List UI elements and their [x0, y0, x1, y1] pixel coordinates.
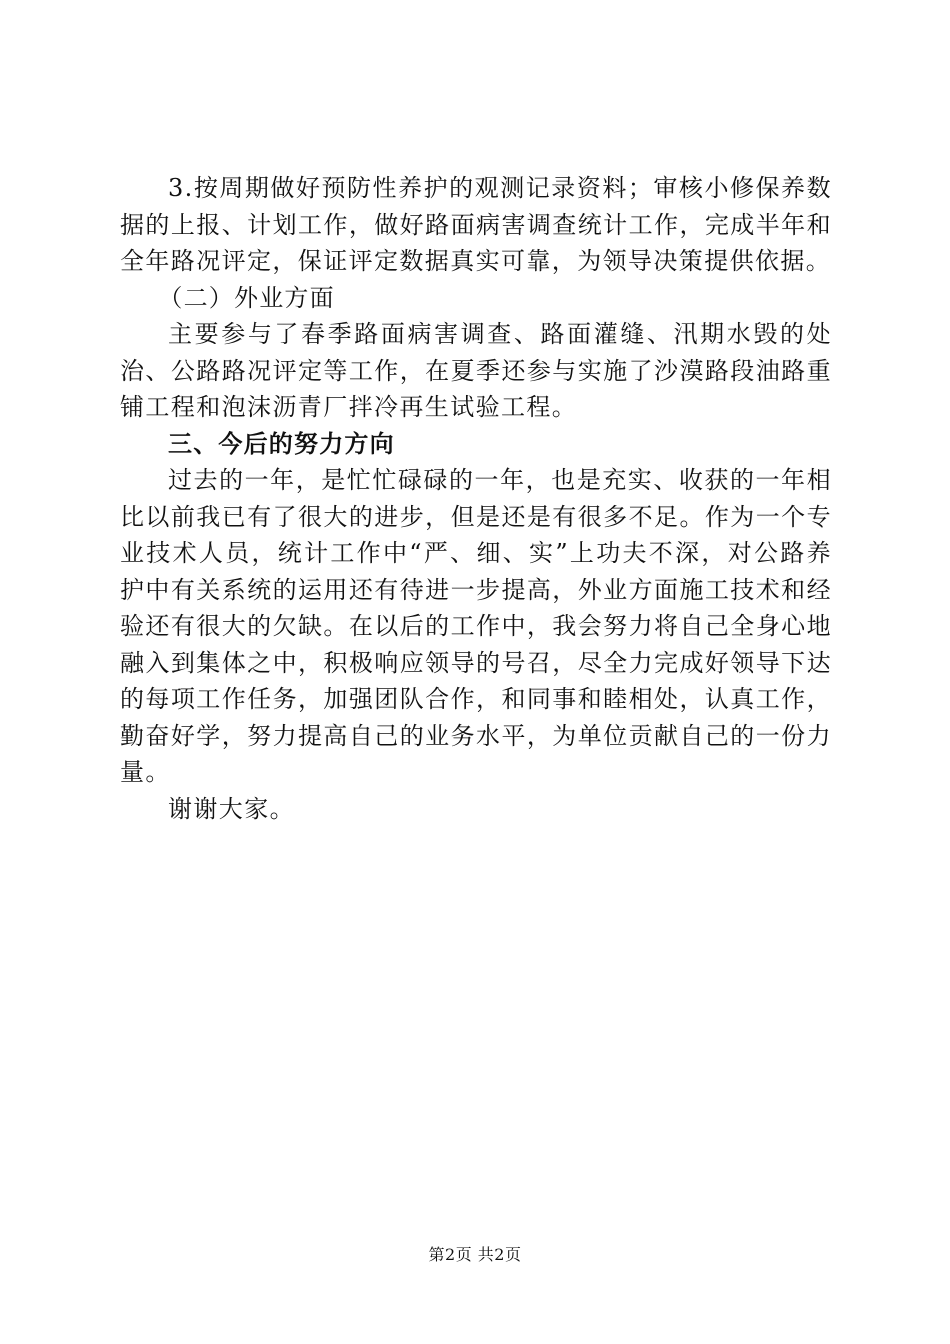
section-heading-field-work: （二）外业方面	[158, 283, 335, 312]
paragraph-field-work: 主要参与了春季路面病害调查、路面灌缝、汛期水毁的处治、公路路况评定等工作，在夏季还参与实施了沙漠路段油路重铺工程和泡沫沥青厂拌冷再生试验工程。	[120, 320, 832, 421]
paragraph-item-3: 3.按周期做好预防性养护的观测记录资料；审核小修保养数据的上报、计划工作，做好路面病害调查统计工作，完成半年和全年路况评定，保证评定数据真实可靠，为领导决策提供依据。	[120, 174, 832, 275]
section-heading-future-direction: 三、今后的努力方向	[168, 429, 395, 458]
document-body	[120, 170, 832, 827]
page-number-footer: 第2页 共2页	[428, 1245, 522, 1264]
paragraph-future-direction: 过去的一年，是忙忙碌碌的一年，也是充实、收获的一年相比以前我已有了很大的进步，但是还是有很多不足。作为一个专业技术人员，统计工作中“严、细、实”上功夫不深，对公路养护中有关系统的运用还有待进一步提高，外业方面施工技术和经验还有很大的欠缺。在以后的工作中，我会努力将自己全身心地融入到集体之中，积极响应领导的号召，尽全力完成好领导下达的每项工作任务，加强团队合作，和同事和睦相处，认真工作，勤奋好学，努力提高自己的业务水平，为单位贡献自己的一份力量。	[120, 466, 832, 786]
paragraph-closing: 谢谢大家。	[168, 794, 295, 823]
